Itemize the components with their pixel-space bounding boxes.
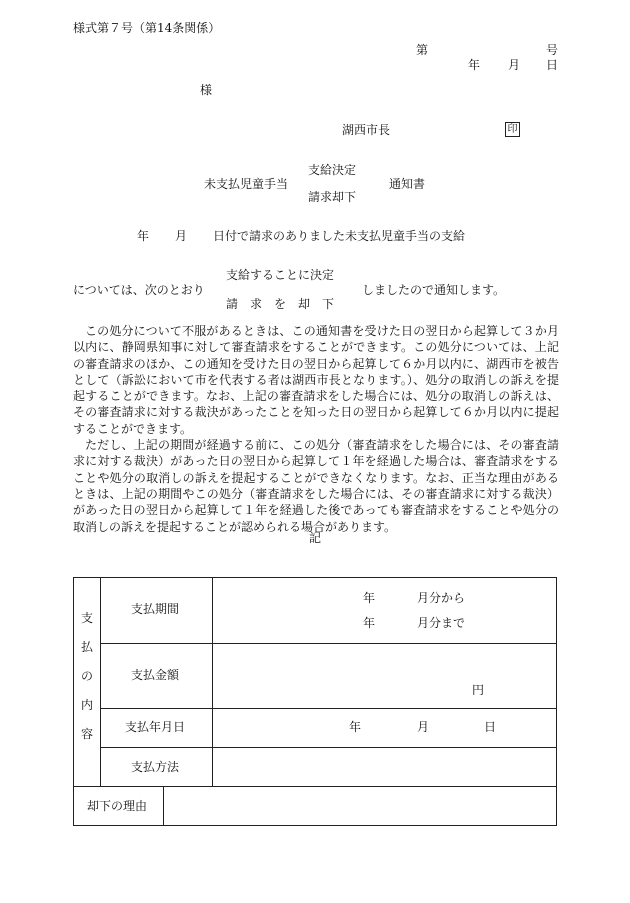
payment-content-char: 支 xyxy=(80,611,93,625)
payment-amount-unit: 円 xyxy=(472,683,485,697)
payment-date-year: 年 xyxy=(349,720,362,734)
document-number-suffix: 号 xyxy=(546,43,559,57)
addressee-suffix: 様 xyxy=(200,83,213,97)
ki-heading: 記 xyxy=(309,531,322,545)
rejection-reason-label: 却下の理由 xyxy=(87,799,148,813)
seal-mark: 印 xyxy=(505,122,520,137)
payment-content-char: 内 xyxy=(80,698,93,712)
payment-period-to-year: 年 xyxy=(363,616,376,630)
payment-content-char: 容 xyxy=(80,727,93,741)
decision-option-reject: 請 求 を 却 下 xyxy=(226,297,335,311)
request-year: 年 xyxy=(137,229,150,243)
form-number: 様式第７号（第14条関係） xyxy=(73,21,221,35)
title-suffix: 通知書 xyxy=(389,177,426,191)
payment-period-from-year: 年 xyxy=(363,591,376,605)
document-number-prefix: 第 xyxy=(416,43,429,57)
issuer-name: 湖西市長 xyxy=(342,123,391,137)
payment-date-day: 日 xyxy=(484,720,497,734)
title-option-grant: 支給決定 xyxy=(308,163,357,177)
payment-date-label: 支払年月日 xyxy=(125,720,186,734)
payment-amount-label: 支払金額 xyxy=(131,668,180,682)
payment-details-table xyxy=(73,577,557,826)
payment-content-char: 払 xyxy=(80,640,93,654)
payment-period-to-month: 月分まで xyxy=(417,616,466,630)
payment-content-label xyxy=(80,611,94,756)
appeal-notice-paragraph-2: ただし、上記の期間が経過する前に、この処分（審査請求をした場合には、その審査請求に対する裁決）があった日の翌日から起算して１年を経過した場合は、審査請求をすることや処分の取消しの訴えを提起することができなくなります。なお、正当な理由があるときは、上記の期間やこの処分（審査請求をした場合には、その審査請求に対する裁決）があった日の翌日から起算して１年を経過した後であっても審査請求をすることや処分の取消しの訴えを提起することが認められる場合があります。 xyxy=(73,438,559,534)
issue-date-month: 月 xyxy=(508,58,521,72)
payment-method-label: 支払方法 xyxy=(131,760,180,774)
request-text: 日付で請求のありました未支払児童手当の支給 xyxy=(213,229,466,243)
title-option-reject: 請求却下 xyxy=(308,190,357,204)
decision-tail: しましたので通知します。 xyxy=(362,283,506,297)
title-prefix: 未支払児童手当 xyxy=(204,177,289,191)
payment-content-char: の xyxy=(80,669,93,683)
appeal-notice xyxy=(73,323,559,535)
payment-date-month: 月 xyxy=(417,720,430,734)
decision-lead: については、次のとおり xyxy=(73,283,205,297)
issue-date-year: 年 xyxy=(468,58,481,72)
request-month: 月 xyxy=(175,229,188,243)
decision-option-grant: 支給することに決定 xyxy=(226,268,335,282)
issue-date-day: 日 xyxy=(546,58,559,72)
payment-period-from-month: 月分から xyxy=(417,591,466,605)
payment-period-label: 支払期間 xyxy=(131,602,180,616)
appeal-notice-paragraph-1: この処分について不服があるときは、この通知書を受けた日の翌日から起算して３か月以内に、静岡県知事に対して審査請求をすることができます。この処分については、上記の審査請求のほか、この通知を受けた日の翌日から起算して６か月以内に、湖西市を被告として（訴訟において市を代表する者は湖西市長となります。）、処分の取消しの訴えを提起することができます。なお、上記の審査請求をした場合には、処分の取消しの訴えは、その審査請求に対する裁決があったことを知った日の翌日から起算して６か月以内に提起することができます。 xyxy=(73,324,559,436)
